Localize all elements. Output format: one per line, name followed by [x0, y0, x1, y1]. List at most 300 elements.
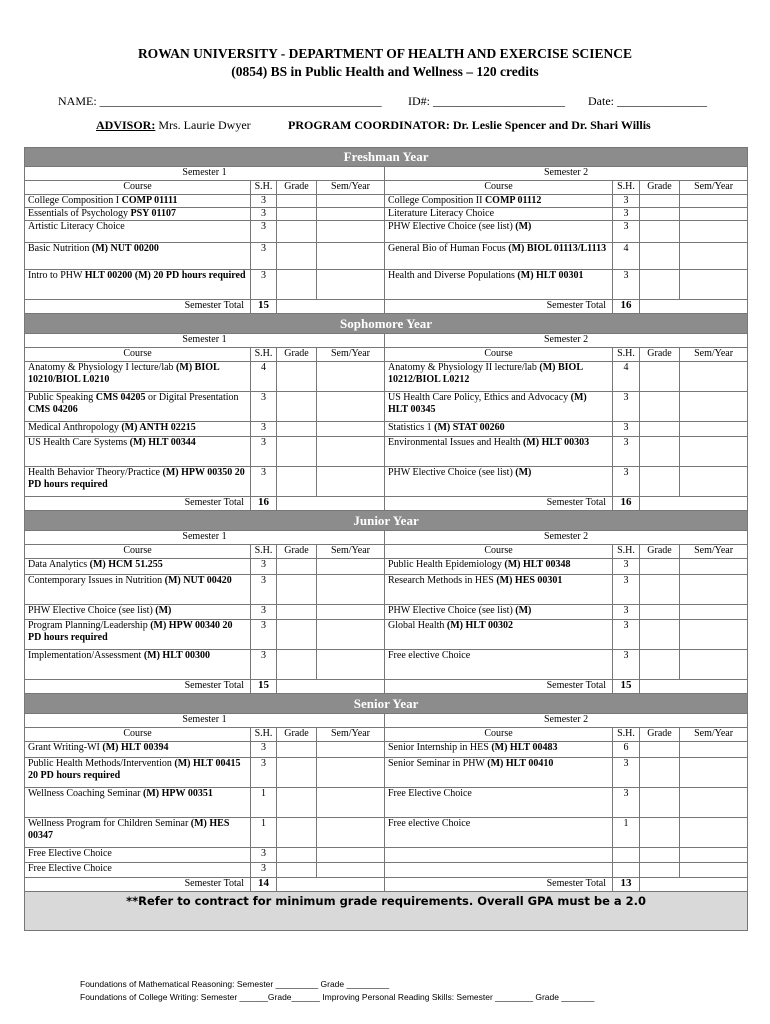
- grade-input-sem1[interactable]: [277, 620, 317, 650]
- course-code: COMP 01111: [121, 195, 178, 206]
- semester-1-label: Semester 1: [25, 714, 385, 728]
- credit-hours-sem1: 1: [251, 788, 277, 818]
- semyear-input-sem2[interactable]: [680, 559, 748, 575]
- semyear-col-header: Sem/Year: [317, 181, 385, 195]
- semester-1-label: Semester 1: [25, 531, 385, 545]
- credit-hours-sem1: 3: [251, 650, 277, 680]
- semyear-input-sem2[interactable]: [680, 270, 748, 300]
- course-code: COMP 01112: [484, 195, 542, 206]
- course-name-alt: or Digital Presentation: [145, 392, 239, 403]
- semyear-input-sem1[interactable]: [317, 270, 385, 300]
- semester-1-total: 14: [251, 878, 277, 892]
- semyear-input-sem2[interactable]: [680, 208, 748, 221]
- course-name: Essentials of Psychology: [28, 208, 131, 219]
- course-cell-sem1: [25, 742, 251, 758]
- course-name: Grant Writing-WI: [28, 742, 103, 753]
- sh-col-header: S.H.: [613, 181, 640, 195]
- course-code: (M) NUT 00420: [164, 575, 232, 586]
- grade-input-sem2[interactable]: [640, 362, 680, 392]
- course-row: [25, 863, 748, 878]
- credit-hours-sem1: 3: [251, 758, 277, 788]
- course-code-alt: CMS 04206: [28, 403, 78, 415]
- semyear-input-sem2[interactable]: [680, 422, 748, 437]
- credit-hours-sem1: 3: [251, 620, 277, 650]
- course-row: [25, 270, 748, 300]
- grade-input-sem2[interactable]: [640, 620, 680, 650]
- course-row: [25, 818, 748, 848]
- semester-total-label: Semester Total: [385, 497, 613, 511]
- course-name: Literature Literacy Choice: [388, 208, 495, 219]
- course-row: [25, 848, 748, 863]
- course-row: [25, 758, 748, 788]
- advisor-line: [96, 118, 251, 133]
- course-name: Implementation/Assessment: [28, 650, 144, 661]
- grade-input-sem1[interactable]: [277, 605, 317, 620]
- course-row: [25, 208, 748, 221]
- semyear-input-sem1[interactable]: [317, 650, 385, 680]
- grade-col-header: Grade: [640, 545, 680, 559]
- course-cell-sem1: [25, 758, 251, 788]
- grade-input-sem2[interactable]: [640, 221, 680, 243]
- course-name: Wellness Coaching Seminar: [28, 788, 144, 799]
- credit-hours-sem1: 3: [251, 848, 277, 863]
- course-cell-sem1: [25, 392, 251, 422]
- program-coordinator: PROGRAM COORDINATOR: Dr. Leslie Spencer and Dr. Shari Willis: [288, 118, 651, 132]
- course-code: (M) BIOL 10210/BIOL L0210: [28, 362, 220, 385]
- semyear-input-sem2[interactable]: [680, 620, 748, 650]
- grade-input-sem1[interactable]: [277, 362, 317, 392]
- course-grid: [24, 147, 748, 931]
- semester-1-label: Semester 1: [25, 334, 385, 348]
- course-name: US Health Care Systems: [28, 437, 130, 448]
- credit-hours-sem2: 3: [613, 208, 640, 221]
- grade-input-sem2[interactable]: [640, 559, 680, 575]
- grade-input-sem2[interactable]: [640, 467, 680, 497]
- course-code: (M) HLT 00345: [388, 392, 587, 415]
- semyear-input-sem2[interactable]: [680, 437, 748, 467]
- credit-hours-sem1: 3: [251, 742, 277, 758]
- sh-col-header: S.H.: [251, 348, 277, 362]
- course-col-header: Course: [385, 348, 613, 362]
- senior-year-header: Senior Year: [25, 694, 748, 714]
- course-cell-sem1: [25, 818, 251, 848]
- grade-input-sem2[interactable]: [640, 422, 680, 437]
- grade-input-sem1[interactable]: [277, 221, 317, 243]
- credit-hours-sem1: 3: [251, 208, 277, 221]
- course-cell-sem2: [385, 392, 613, 422]
- total-spacer: [640, 300, 748, 314]
- course-cell-sem2: [385, 863, 613, 878]
- grade-input-sem2[interactable]: [640, 208, 680, 221]
- course-name: Health Behavior Theory/Practice: [28, 467, 163, 478]
- course-cell-sem2: [385, 758, 613, 788]
- grade-input-sem2[interactable]: [640, 742, 680, 758]
- course-code: HLT 00200 (M) 20 PD hours required: [84, 270, 246, 281]
- grade-input-sem1[interactable]: [277, 392, 317, 422]
- total-spacer: [640, 878, 748, 892]
- credit-hours-sem1: 3: [251, 243, 277, 270]
- course-code: (M) HLT 00303: [522, 437, 590, 448]
- grade-col-header: Grade: [640, 348, 680, 362]
- credit-hours-sem2: 3: [613, 221, 640, 243]
- credit-hours-sem2: 3: [613, 758, 640, 788]
- course-name: General Bio of Human Focus: [388, 243, 509, 254]
- course-cell-sem2: [385, 422, 613, 437]
- advisor-name: Mrs. Laurie Dwyer: [155, 118, 251, 132]
- credit-hours-sem1: 3: [251, 392, 277, 422]
- course-name: College Composition II: [388, 195, 485, 206]
- course-code: (M) HES 00347: [28, 818, 230, 841]
- sh-col-header: S.H.: [251, 181, 277, 195]
- course-cell-sem1: [25, 437, 251, 467]
- semyear-input-sem1[interactable]: [317, 848, 385, 863]
- grade-col-header: Grade: [277, 348, 317, 362]
- course-row: [25, 559, 748, 575]
- course-cell-sem1: [25, 270, 251, 300]
- grade-input-sem2[interactable]: [640, 243, 680, 270]
- junior-year-header: Junior Year: [25, 511, 748, 531]
- credit-hours-sem2: [613, 848, 640, 863]
- course-row: [25, 243, 748, 270]
- semester-2-total: 16: [613, 300, 640, 314]
- semyear-input-sem1[interactable]: [317, 437, 385, 467]
- course-row: [25, 575, 748, 605]
- course-code: (M) HPW 00350 20 PD hours required: [28, 467, 245, 490]
- course-name: PHW Elective Choice (see list): [28, 605, 156, 616]
- course-name: PHW Elective Choice (see list): [388, 467, 516, 478]
- course-cell-sem2: [385, 818, 613, 848]
- semyear-input-sem1[interactable]: [317, 818, 385, 848]
- semester-1-total: 15: [251, 300, 277, 314]
- course-code: (M): [515, 467, 532, 478]
- course-code: (M) BIOL 01113/L1113: [508, 243, 607, 254]
- id-field[interactable]: ID#: ______________________: [408, 94, 565, 108]
- semyear-input-sem2[interactable]: [680, 467, 748, 497]
- credit-hours-sem1: 3: [251, 195, 277, 208]
- semester-total-label: Semester Total: [25, 878, 251, 892]
- grade-col-header: Grade: [277, 181, 317, 195]
- course-name: PHW Elective Choice (see list): [388, 605, 516, 616]
- credit-hours-sem1: 1: [251, 818, 277, 848]
- freshman-year-header: Freshman Year: [25, 148, 748, 167]
- total-spacer: [640, 680, 748, 694]
- course-name: Anatomy & Physiology II lecture/lab: [388, 362, 540, 373]
- credit-hours-sem2: [613, 863, 640, 878]
- semyear-input-sem2[interactable]: [680, 818, 748, 848]
- course-name: US Health Care Policy, Ethics and Advocacy: [388, 392, 571, 403]
- course-row: [25, 650, 748, 680]
- grade-input-sem1[interactable]: [277, 575, 317, 605]
- name-field[interactable]: NAME: _______________________________________________: [58, 94, 382, 108]
- semyear-input-sem1[interactable]: [317, 208, 385, 221]
- total-spacer: [277, 300, 385, 314]
- credit-hours-sem2: 3: [613, 195, 640, 208]
- course-name: Senior Internship in HES: [388, 742, 492, 753]
- course-name: Global Health: [388, 620, 447, 631]
- course-name: Data Analytics: [28, 559, 90, 570]
- course-name: Wellness Program for Children Seminar: [28, 818, 191, 829]
- semester-total-label: Semester Total: [385, 680, 613, 694]
- course-col-header: Course: [385, 181, 613, 195]
- course-cell-sem1: [25, 559, 251, 575]
- course-row: [25, 788, 748, 818]
- grade-input-sem1[interactable]: [277, 818, 317, 848]
- grade-col-header: Grade: [277, 545, 317, 559]
- semyear-input-sem2[interactable]: [680, 243, 748, 270]
- course-code: (M) HCM 51.255: [89, 559, 163, 570]
- semyear-input-sem1[interactable]: [317, 788, 385, 818]
- course-code: (M) NUT 00200: [91, 243, 159, 254]
- credit-hours-sem2: 4: [613, 362, 640, 392]
- semester-2-label: Semester 2: [385, 714, 748, 728]
- grade-input-sem2[interactable]: [640, 605, 680, 620]
- grade-input-sem1[interactable]: [277, 208, 317, 221]
- semyear-input-sem1[interactable]: [317, 620, 385, 650]
- semyear-input-sem2[interactable]: [680, 650, 748, 680]
- grade-input-sem2[interactable]: [640, 575, 680, 605]
- course-name: College Composition I: [28, 195, 122, 206]
- semyear-input-sem1[interactable]: [317, 742, 385, 758]
- semyear-input-sem1[interactable]: [317, 575, 385, 605]
- course-row: [25, 422, 748, 437]
- credit-hours-sem1: 3: [251, 270, 277, 300]
- semyear-input-sem1[interactable]: [317, 605, 385, 620]
- grade-input-sem2[interactable]: [640, 848, 680, 863]
- course-code: (M) HLT 00415 20 PD hours required: [28, 758, 241, 781]
- course-row: [25, 620, 748, 650]
- course-cell-sem1: [25, 788, 251, 818]
- sh-col-header: S.H.: [613, 545, 640, 559]
- semyear-input-sem1[interactable]: [317, 559, 385, 575]
- course-cell-sem2: [385, 620, 613, 650]
- total-spacer: [277, 680, 385, 694]
- semyear-input-sem1[interactable]: [317, 195, 385, 208]
- grade-input-sem2[interactable]: [640, 437, 680, 467]
- semyear-input-sem1[interactable]: [317, 863, 385, 878]
- sh-col-header: S.H.: [251, 545, 277, 559]
- course-code: (M): [155, 605, 172, 616]
- grade-input-sem1[interactable]: [277, 270, 317, 300]
- course-name: Free elective Choice: [388, 650, 471, 661]
- semester-1-total: 16: [251, 497, 277, 511]
- semyear-input-sem2[interactable]: [680, 362, 748, 392]
- course-row: [25, 467, 748, 497]
- credit-hours-sem1: 3: [251, 422, 277, 437]
- semyear-input-sem2[interactable]: [680, 788, 748, 818]
- semyear-input-sem2[interactable]: [680, 605, 748, 620]
- course-cell-sem1: [25, 221, 251, 243]
- course-name: Research Methods in HES: [388, 575, 497, 586]
- credit-hours-sem2: 3: [613, 605, 640, 620]
- course-cell-sem1: [25, 650, 251, 680]
- semester-1-label: Semester 1: [25, 167, 385, 181]
- grade-input-sem1[interactable]: [277, 437, 317, 467]
- semyear-input-sem2[interactable]: [680, 758, 748, 788]
- credit-hours-sem2: 3: [613, 620, 640, 650]
- course-cell-sem1: [25, 848, 251, 863]
- foundations-writing-line: Foundations of College Writing: Semester ______Grade______ Improving Personal Reading Skills: Semester ________ Grade _______: [80, 992, 595, 1002]
- semyear-col-header: Sem/Year: [317, 545, 385, 559]
- semester-2-total: 15: [613, 680, 640, 694]
- credit-hours-sem2: 4: [613, 243, 640, 270]
- semyear-input-sem2[interactable]: [680, 392, 748, 422]
- semester-2-label: Semester 2: [385, 334, 748, 348]
- course-code: (M) STAT 00260: [434, 422, 505, 433]
- course-name: Senior Seminar in PHW: [388, 758, 488, 769]
- semyear-input-sem2[interactable]: [680, 863, 748, 878]
- semyear-col-header: Sem/Year: [680, 728, 748, 742]
- course-cell-sem1: [25, 467, 251, 497]
- grade-input-sem1[interactable]: [277, 758, 317, 788]
- course-code: (M) HLT 00483: [491, 742, 558, 753]
- credit-hours-sem2: 1: [613, 818, 640, 848]
- course-cell-sem2: [385, 467, 613, 497]
- semyear-input-sem1[interactable]: [317, 243, 385, 270]
- course-cell-sem2: [385, 208, 613, 221]
- course-cell-sem2: [385, 605, 613, 620]
- grade-input-sem2[interactable]: [640, 195, 680, 208]
- course-cell-sem2: [385, 243, 613, 270]
- semyear-input-sem1[interactable]: [317, 467, 385, 497]
- course-name: Public Speaking: [28, 392, 96, 403]
- credit-hours-sem2: 3: [613, 422, 640, 437]
- course-cell-sem2: [385, 195, 613, 208]
- grade-input-sem2[interactable]: [640, 392, 680, 422]
- semester-total-label: Semester Total: [385, 300, 613, 314]
- course-name: Contemporary Issues in Nutrition: [28, 575, 165, 586]
- course-name: Free Elective Choice: [388, 788, 472, 799]
- semyear-input-sem2[interactable]: [680, 742, 748, 758]
- course-code: (M) HLT 00348: [504, 559, 571, 570]
- grade-input-sem1[interactable]: [277, 848, 317, 863]
- grade-requirement-note: **Refer to contract for minimum grade requirements. Overall GPA must be a 2.0: [25, 892, 748, 931]
- course-name: Program Planning/Leadership: [28, 620, 151, 631]
- grade-input-sem1[interactable]: [277, 195, 317, 208]
- course-name: Statistics 1: [388, 422, 435, 433]
- course-code: (M) HLT 00300: [143, 650, 210, 661]
- semester-total-label: Semester Total: [25, 680, 251, 694]
- semyear-col-header: Sem/Year: [317, 728, 385, 742]
- course-code: (M) HLT 00394: [102, 742, 169, 753]
- grade-col-header: Grade: [640, 728, 680, 742]
- course-code: PSY 01107: [130, 208, 176, 219]
- grade-input-sem2[interactable]: [640, 863, 680, 878]
- grade-input-sem2[interactable]: [640, 788, 680, 818]
- grade-input-sem1[interactable]: [277, 559, 317, 575]
- course-code: (M): [515, 605, 532, 616]
- grade-input-sem1[interactable]: [277, 243, 317, 270]
- course-cell-sem1: [25, 195, 251, 208]
- sh-col-header: S.H.: [613, 348, 640, 362]
- course-col-header: Course: [25, 728, 251, 742]
- sh-col-header: S.H.: [251, 728, 277, 742]
- sh-col-header: S.H.: [613, 728, 640, 742]
- semyear-input-sem1[interactable]: [317, 362, 385, 392]
- grade-input-sem1[interactable]: [277, 650, 317, 680]
- semyear-input-sem1[interactable]: [317, 422, 385, 437]
- course-code: (M): [515, 221, 532, 232]
- course-cell-sem2: [385, 848, 613, 863]
- course-cell-sem1: [25, 863, 251, 878]
- course-cell-sem2: [385, 575, 613, 605]
- course-col-header: Course: [25, 545, 251, 559]
- credit-hours-sem1: 3: [251, 437, 277, 467]
- foundations-math-line: Foundations of Mathematical Reasoning: Semester _________ Grade _________: [80, 979, 390, 989]
- grade-input-sem1[interactable]: [277, 863, 317, 878]
- semyear-input-sem2[interactable]: [680, 221, 748, 243]
- course-cell-sem2: [385, 742, 613, 758]
- course-name: Public Health Methods/Intervention: [28, 758, 175, 769]
- credit-hours-sem2: 3: [613, 392, 640, 422]
- semyear-input-sem1[interactable]: [317, 221, 385, 243]
- grade-input-sem1[interactable]: [277, 422, 317, 437]
- course-code: CMS 04205: [95, 392, 146, 403]
- course-name: PHW Elective Choice (see list): [388, 221, 516, 232]
- total-spacer: [277, 878, 385, 892]
- grade-input-sem1[interactable]: [277, 742, 317, 758]
- course-cell-sem1: [25, 620, 251, 650]
- course-row: [25, 437, 748, 467]
- course-cell-sem2: [385, 650, 613, 680]
- credit-hours-sem2: 3: [613, 575, 640, 605]
- course-cell-sem1: [25, 243, 251, 270]
- course-row: [25, 221, 748, 243]
- semester-2-total: 16: [613, 497, 640, 511]
- credit-hours-sem1: 3: [251, 559, 277, 575]
- course-cell-sem2: [385, 788, 613, 818]
- document-title: ROWAN UNIVERSITY - DEPARTMENT OF HEALTH AND EXERCISE SCIENCE: [137, 46, 633, 61]
- credit-hours-sem2: 3: [613, 270, 640, 300]
- grade-input-sem1[interactable]: [277, 788, 317, 818]
- grade-input-sem2[interactable]: [640, 650, 680, 680]
- grade-input-sem1[interactable]: [277, 467, 317, 497]
- grade-input-sem2[interactable]: [640, 818, 680, 848]
- course-name: Environmental Issues and Health: [388, 437, 523, 448]
- course-row: [25, 362, 748, 392]
- date-field[interactable]: Date: _______________: [588, 94, 707, 108]
- course-col-header: Course: [25, 348, 251, 362]
- credit-hours-sem2: 3: [613, 437, 640, 467]
- course-cell-sem2: [385, 362, 613, 392]
- semester-2-label: Semester 2: [385, 531, 748, 545]
- total-spacer: [277, 497, 385, 511]
- semester-total-label: Semester Total: [25, 497, 251, 511]
- semyear-input-sem1[interactable]: [317, 758, 385, 788]
- semyear-input-sem2[interactable]: [680, 575, 748, 605]
- course-name: Artistic Literacy Choice: [28, 221, 125, 232]
- grade-input-sem2[interactable]: [640, 758, 680, 788]
- semyear-input-sem1[interactable]: [317, 392, 385, 422]
- course-code: (M) HLT 00302: [446, 620, 513, 631]
- semyear-input-sem2[interactable]: [680, 195, 748, 208]
- course-name: Free Elective Choice: [28, 863, 112, 874]
- semester-2-label: Semester 2: [385, 167, 748, 181]
- credit-hours-sem1: 4: [251, 362, 277, 392]
- credit-hours-sem1: 3: [251, 467, 277, 497]
- course-name: Free Elective Choice: [28, 848, 112, 859]
- course-code: (M) HPW 00340 20 PD hours required: [28, 620, 233, 643]
- grade-input-sem2[interactable]: [640, 270, 680, 300]
- credit-hours-sem2: 3: [613, 650, 640, 680]
- course-code: (M) HLT 00344: [129, 437, 196, 448]
- course-name: Public Health Epidemiology: [388, 559, 505, 570]
- course-code: (M) HPW 00351: [143, 788, 213, 799]
- course-name: Free elective Choice: [388, 818, 471, 829]
- semyear-input-sem2[interactable]: [680, 848, 748, 863]
- credit-hours-sem1: 3: [251, 863, 277, 878]
- course-code: (M) HLT 00410: [487, 758, 554, 769]
- credit-hours-sem2: 3: [613, 559, 640, 575]
